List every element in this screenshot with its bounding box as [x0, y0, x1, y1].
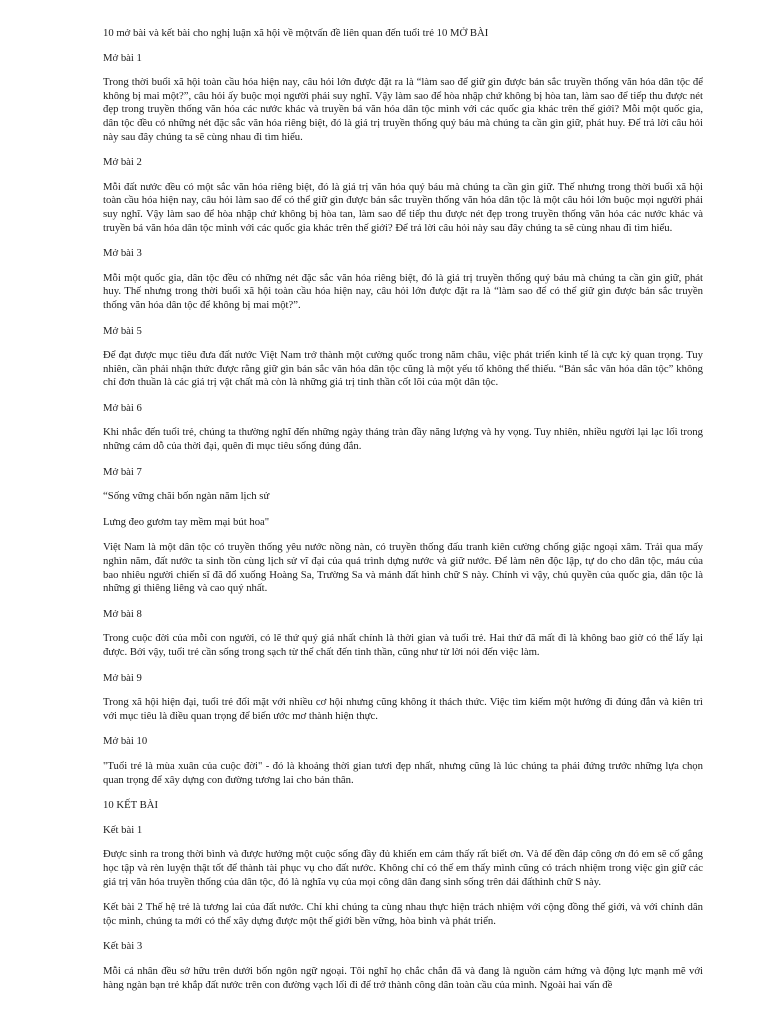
intro-9-paragraph: Trong xã hội hiện đại, tuổi trẻ đối mặt với nhiều cơ hội nhưng cũng không ít thách thức. Việc tìm kiếm một hướng đi đúng đắn và kiên trì với mục tiêu là điều quan trọng để biến ước mơ thành hiện thực. [103, 696, 703, 722]
conclusions-title: 10 KẾT BÀI [103, 799, 159, 812]
conclusion-3-paragraph: Mỗi cá nhân đều sở hữu trên dưới bốn ngôn ngữ ngoại. Tôi nghĩ họ chắc chắn đã và đang là nguồn cảm hứng và động lực mạnh mẽ với hàng ngàn bạn trẻ khắp đất nước trên con đường vạch lối đi để trở thành công dân toàn cầu của mình. Ngoài hai vấn đề [103, 964, 703, 991]
intro-6-paragraph: Khi nhắc đến tuổi trẻ, chúng ta thường nghĩ đến những ngày tháng tràn đầy năng lượng và hy vọng. Tuy nhiên, nhiều người lại lạc lối trong những cám dỗ của thời đại, quên đi mục tiêu sống đúng đắn. [103, 426, 703, 453]
intro-7-verse-2: Lưng đeo gươm tay mềm mại bút hoa" [103, 515, 270, 528]
intro-5-heading: Mở bài 5 [103, 324, 142, 337]
conclusion-2-paragraph: Kết bài 2 Thế hệ trẻ là tương lai của đất nước. Chỉ khi chúng ta cùng nhau thực hiện trách nhiệm với cộng đồng thế giới, và với chính dân tộc mình, chúng ta mới có thể xây dựng được một thế giới bền vững, hòa bình và phát triển. [103, 901, 703, 927]
intro-5-paragraph: Để đạt được mục tiêu đưa đất nước Việt Nam trở thành một cường quốc trong năm châu, việc phát triển kinh tế là cực kỳ quan trọng. Tuy nhiên, cần phải nhận thức được rằng giữ gìn bản sắc văn hóa dân tộc cũng là một yếu tố không thể thiếu. “Bản sắc văn hóa dân tộc” không chỉ đơn thuần là các giá trị vật chất mà còn là những giá trị tinh thần cốt lõi của một dân tộc. [103, 349, 703, 389]
intro-1-heading: Mở bài 1 [103, 51, 142, 64]
intro-10-heading: Mở bài 10 [103, 735, 148, 748]
intro-7-verse-1: “Sống vững chãi bốn ngàn năm lịch sử [103, 490, 270, 503]
intro-7-paragraph: Việt Nam là một dân tộc có truyền thống yêu nước nồng nàn, có truyền thống đấu tranh kiên cường chống giặc ngoại xâm. Trải qua mấy nghìn năm, đất nước ta sinh tồn cùng lịch sử vĩ đại của quá trình dựng nước và giữ nước. Để làm nên độc lập, tự do cho dân tộc, máu của bao nhiêu người chiến sĩ đã đổ xuống Hoàng Sa, Trường Sa và mảnh đất hình chữ S này. Chính vì vậy, chủ quyền của quốc gia, dân tộc là những gì thiêng liêng và cao quý nhất. [103, 541, 703, 595]
intro-3-paragraph: Mỗi một quốc gia, dân tộc đều có những nét đặc sắc văn hóa riêng biệt, đó là giá trị truyền thống quý báu mà chúng ta cần gìn giữ, phát huy. Thế nhưng trong thời buổi xã hội toàn cầu hóa hiện nay, câu hỏi lớn được đặt ra là “làm sao để có thể giữ gìn được bản sắc truyền thống văn hóa dân tộc để không bị mai một?”. [103, 271, 703, 311]
document-title: 10 mở bài và kết bài cho nghị luận xã hội về mộtvấn đề liên quan đến tuổi trẻ 10 MỞ BÀI [103, 27, 489, 39]
intro-1-paragraph: Trong thời buổi xã hội toàn cầu hóa hiện nay, câu hỏi lớn được đặt ra là “làm sao để giữ gìn được bản sắc truyền thống văn hóa dân tộc để không bị mai một?”, câu hỏi ấy buộc mọi người phải suy nghĩ. Vậy làm sao để hòa nhập chứ không bị hòa tan, làm sao để tiếp thu được nét đẹp trong truyền thống văn hóa các nước khác và truyền bá văn hóa dân tộc mình với các quốc gia khác trên thế giới? Mỗi một quốc gia, dân tộc đều có những nét đặc sắc văn hóa riêng biệt, đó là giá trị truyền thống quý báu mà chúng ta cần gìn giữ, phát huy. Để trả lời câu hỏi này sau đây chúng ta sẽ cùng nhau đi tìm hiểu. [103, 76, 703, 143]
intro-6-heading: Mở bài 6 [103, 401, 142, 414]
intro-3-heading: Mở bài 3 [103, 247, 142, 260]
intro-9-heading: Mở bài 9 [103, 671, 142, 684]
intro-10-paragraph: "Tuổi trẻ là mùa xuân của cuộc đời" - đó là khoảng thời gian tươi đẹp nhất, nhưng cũng là lúc chúng ta phải đứng trước những lựa chọn quan trọng để xây dựng con đường tương lai cho bản thân. [103, 759, 703, 786]
conclusion-1-heading: Kết bài 1 [103, 823, 143, 836]
intro-8-paragraph: Trong cuộc đời của mỗi con người, có lẽ thứ quý giá nhất chính là thời gian và tuổi trẻ. Hai thứ đã mất đi là không bao giờ có thể lấy lại được. Bởi vậy, tuổi trẻ cần sống trong sạch từ thể chất đến tinh thần, cũng như từ lời nói đến việc làm. [103, 632, 703, 658]
document-page [103, 27, 703, 1004]
conclusion-1-paragraph: Được sinh ra trong thời bình và được hưởng một cuộc sống đầy đủ khiến em cảm thấy rất biết ơn. Và để đền đáp công ơn đó em sẽ cố gắng học tập và rèn luyện thật tốt để thành tài phục vụ cho đất nước. Không chỉ có thế em thấy mình cũng có trách nhiệm trong việc gìn giữ các giá trị văn hóa truyền thống của dân tộc, đó là nghĩa vụ của mọi công dân đang sinh sống trên dải đấthình chữ S này. [103, 848, 703, 888]
intro-2-heading: Mở bài 2 [103, 156, 142, 169]
conclusion-3-heading: Kết bài 3 [103, 940, 143, 953]
intro-8-heading: Mở bài 8 [103, 607, 142, 620]
intro-7-heading: Mở bài 7 [103, 465, 142, 478]
intro-2-paragraph: Mỗi đất nước đều có một sắc văn hóa riêng biệt, đó là giá trị văn hóa quý báu mà chúng ta cần gìn giữ. Thế nhưng trong thời buổi xã hội toàn cầu hóa hiện nay, câu hỏi làm sao để có thể giữ gìn được bản sắc truyền thống văn hóa dân tộc là một câu hỏi lớn buộc mọi người phải suy nghĩ. Vậy làm sao để hòa nhập chứ không bị hòa tan, làm sao để tiếp thu được nét đẹp trong truyền thống văn hóa các nước khác và truyền bá văn hóa dân tộc mình với các quốc gia khác trên thế giới? Để trả lời câu hỏi này sau đây chúng ta sẽ cùng nhau đi tìm hiểu. [103, 180, 703, 234]
